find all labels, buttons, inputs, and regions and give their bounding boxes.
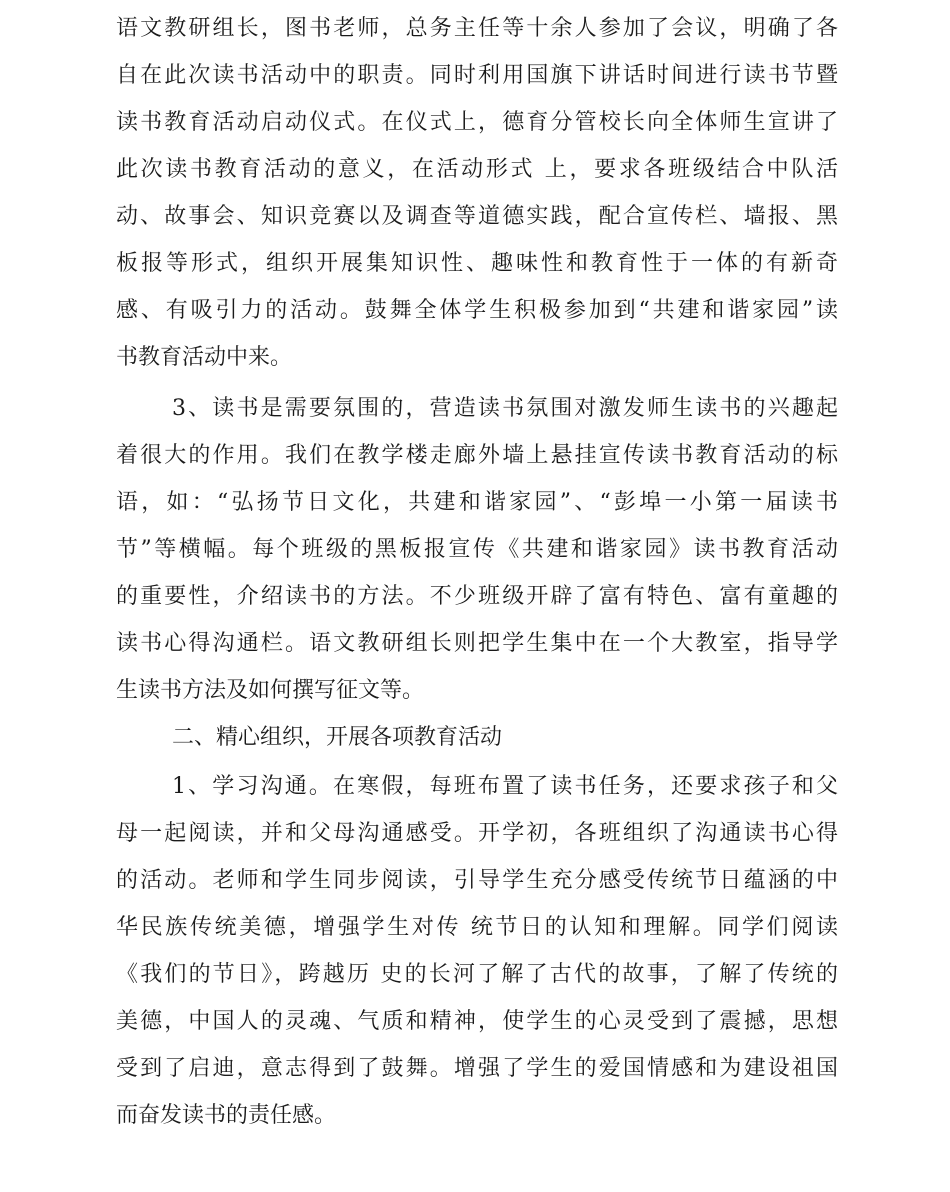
text-line: 的重要性，介绍读书的方法。不少班级开辟了富有特色、富有童趣的 [116,584,838,609]
text-line: 动、故事会、知识竞赛以及调查等道德实践，配合宣传栏、墙报、黑 [116,204,838,229]
paragraph-start-line: 1、学习沟通。在寒假，每班布置了读书任务，还要求孩子和父 [172,774,838,799]
section-heading: 二、精心组织，开展各项教育活动 [172,725,503,750]
text-line: 的活动。老师和学生同步阅读，引导学生充分感受传统节日蕴涵的中 [116,868,838,893]
text-line: 生读书方法及如何撰写征文等。 [116,678,425,703]
text-line: 母一起阅读，并和父母沟通感受。开学初，各班组织了沟通读书心得 [116,821,838,846]
paragraph-start-line: 3、读书是需要氛围的，营造读书氛围对激发师生读书的兴趣起 [172,396,838,421]
text-line: 华民族传统美德，增强学生对传 统节日的认知和理解。同学们阅读 [116,915,838,940]
text-line: 而奋发读书的责任感。 [116,1103,337,1128]
text-line: 读书心得沟通栏。语文教研组长则把学生集中在一个大教室，指导学 [116,631,838,656]
text-line: 语文教研组长，图书老师，总务主任等十余人参加了会议，明确了各 [116,16,838,41]
text-line: 读书教育活动启动仪式。在仪式上，德育分管校长向全体师生宣讲了 [116,110,838,135]
text-line: 书教育活动中来。 [116,345,293,370]
text-line: 语，如：“弘扬节日文化，共建和谐家园”、“彭埠一小第一届读书 [116,490,838,515]
text-line: 板报等形式，组织开展集知识性、趣味性和教育性于一体的有新奇 [116,251,838,276]
text-line: 受到了启迪，意志得到了鼓舞。增强了学生的爱国情感和为建设祖国 [116,1056,838,1081]
text-line: 自在此次读书活动中的职责。同时利用国旗下讲话时间进行读书节暨 [116,63,838,88]
text-line: 《我们的节日》，跨越历 史的长河了解了古代的故事，了解了传统的 [116,962,838,987]
text-line: 感、有吸引力的活动。鼓舞全体学生积极参加到“共建和谐家园”读 [116,298,838,323]
text-line: 此次读书教育活动的意义，在活动形式 上，要求各班级结合中队活 [116,157,838,182]
text-line: 美德，中国人的灵魂、气质和精神，使学生的心灵受到了震撼，思想 [116,1009,838,1034]
text-line: 着很大的作用。我们在教学楼走廊外墙上悬挂宣传读书教育活动的标 [116,443,838,468]
text-line: 节”等横幅。每个班级的黑板报宣传《共建和谐家园》读书教育活动 [116,537,838,562]
